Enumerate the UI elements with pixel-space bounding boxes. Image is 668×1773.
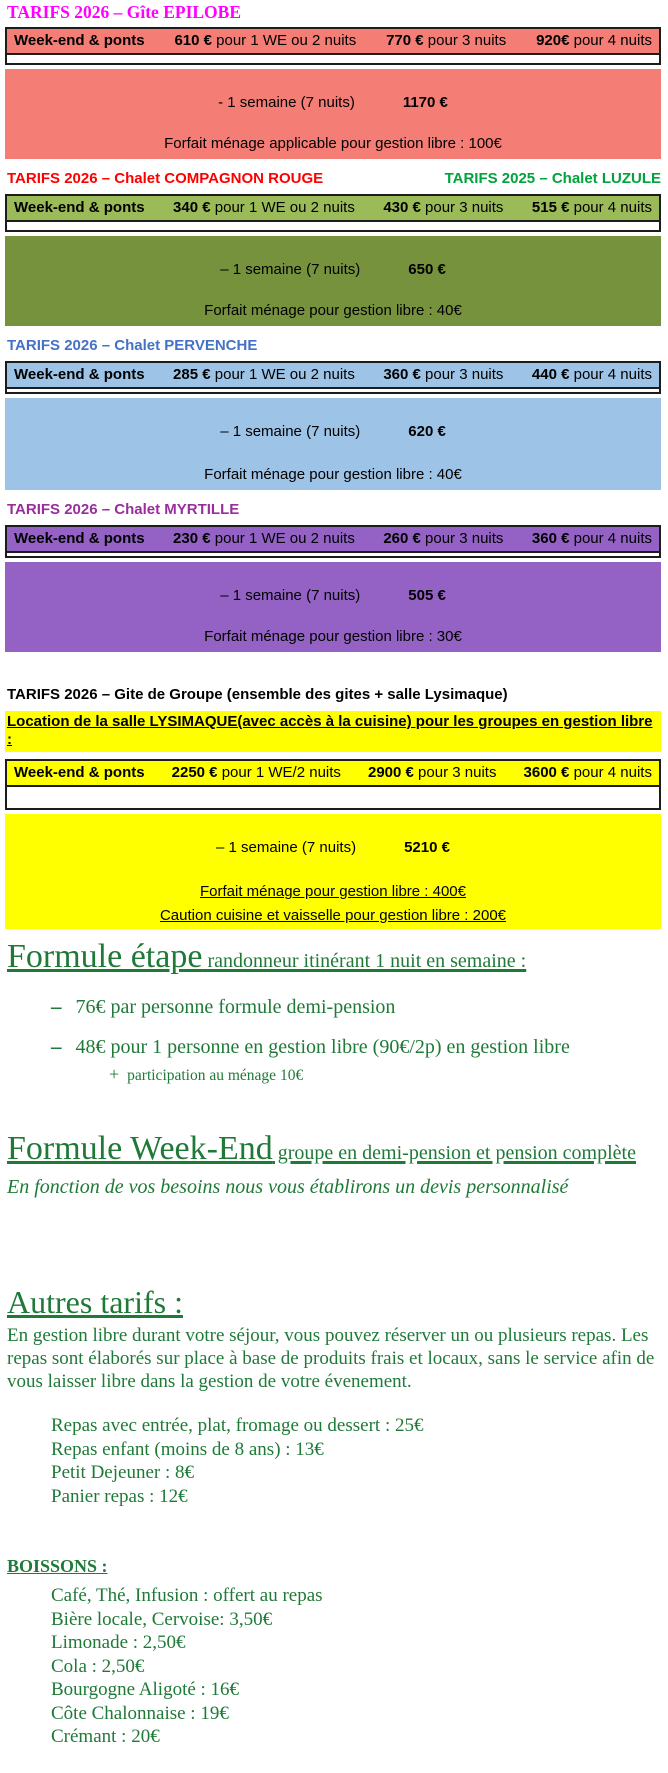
groupe-table-header-box — [5, 759, 661, 810]
menage-line: Forfait ménage pour gestion libre : 30€ — [204, 628, 462, 645]
list-item: Repas avec entrée, plat, fromage ou dessert : 25€ — [51, 1415, 424, 1436]
myrtille-title: TARIFS 2026 – Chalet MYRTILLE — [7, 501, 240, 518]
myrtille-header-row — [7, 527, 659, 553]
price-col-3: 515 € pour 4 nuits — [531, 199, 652, 216]
boissons-price-list — [51, 1584, 661, 1749]
epilobe-table-header-box — [5, 27, 661, 65]
weekend-ponts-label: Week-end & ponts — [14, 199, 145, 216]
weekend-ponts-label: Week-end & ponts — [14, 530, 145, 547]
autres-tarifs-heading: Autres tarifs : — [7, 1284, 183, 1320]
list-item: Côte Chalonnaise : 19€ — [51, 1702, 229, 1724]
section-chalet-compagnon-rouge — [5, 170, 661, 326]
myrtille-table-body — [5, 562, 661, 652]
gite-epilobe-title: TARIFS 2026 – Gîte EPILOBE — [7, 2, 242, 22]
caution-line: Caution cuisine et vaisselle pour gestion libre : 200€ — [159, 907, 507, 924]
price-col-2: 430 € pour 3 nuits — [383, 199, 504, 216]
compagnon-table-body — [5, 236, 661, 326]
pervenche-table-body — [5, 398, 661, 490]
section-gite-epilobe — [5, 3, 661, 159]
list-item: Petit Dejeuner : 8€ — [51, 1462, 194, 1483]
price-col-2: 260 € pour 3 nuits — [383, 530, 504, 547]
price-col-2: 2900 € pour 3 nuits — [368, 764, 497, 781]
section-chalet-myrtille — [5, 501, 661, 652]
menage-line: Forfait ménage pour gestion libre : 40€ — [204, 302, 462, 319]
compagnon-header-row — [7, 196, 659, 222]
menage-line: Forfait ménage pour gestion libre : 40€ — [204, 466, 462, 483]
week-price-line: – 1 semaine (7 nuits) 505 € — [220, 587, 446, 604]
epilobe-header-row — [7, 29, 659, 55]
price-col-3: 920€ pour 4 nuits — [536, 32, 652, 49]
dash-icon: – — [51, 994, 62, 1018]
section-chalet-pervenche — [5, 337, 661, 490]
list-item: Cola : 2,50€ — [51, 1655, 145, 1677]
week-price-line: - 1 semaine (7 nuits) 1170 € — [218, 94, 448, 111]
myrtille-table-header-box — [5, 525, 661, 558]
price-col-3: 3600 € pour 4 nuits — [523, 764, 652, 781]
price-col-1: 285 € pour 1 WE ou 2 nuits — [173, 366, 355, 383]
groupe-table-body — [5, 814, 661, 929]
menage-line: Forfait ménage applicable pour gestion libre : 100€ — [164, 135, 502, 152]
pervenche-table-header-box — [5, 361, 661, 394]
week-price-line: – 1 semaine (7 nuits) 5210 € — [216, 839, 450, 856]
list-item: Repas enfant (moins de 8 ans) : 13€ — [51, 1438, 324, 1460]
price-col-3: 440 € pour 4 nuits — [531, 366, 652, 383]
compagnon-rouge-title: TARIFS 2026 – Chalet COMPAGNON ROUGE — [7, 170, 324, 187]
dual-chalet-title — [7, 170, 661, 188]
luzule-title: TARIFS 2025 – Chalet LUZULE — [444, 170, 661, 187]
list-item: Bière locale, Cervoise: 3,50€ — [51, 1608, 273, 1630]
list-item: Bourgogne Aligoté : 16€ — [51, 1679, 240, 1700]
bullet-gestion-libre: – 48€ pour 1 personne en gestion libre (90€/2p) en gestion libre — [51, 1034, 570, 1058]
price-col-2: 360 € pour 3 nuits — [383, 366, 504, 383]
bullet-demi-pension: – 76€ par personne formule demi-pension — [51, 994, 396, 1018]
pervenche-header-row — [7, 363, 659, 389]
list-item: Crémant : 20€ — [51, 1726, 160, 1747]
formule-weekend-heading: Formule Week-End groupe en demi-pension et pension complète — [7, 1130, 636, 1167]
price-col-1: 340 € pour 1 WE ou 2 nuits — [173, 199, 355, 216]
list-item: Café, Thé, Infusion : offert au repas — [51, 1585, 323, 1606]
section-gite-de-groupe — [5, 686, 661, 929]
plus-icon: + — [109, 1064, 120, 1084]
groupe-title: TARIFS 2026 – Gite de Groupe (ensemble des gites + salle Lysimaque) — [7, 686, 508, 703]
price-col-1: 610 € pour 1 WE ou 2 nuits — [174, 32, 357, 49]
repas-price-list — [51, 1414, 661, 1508]
weekend-ponts-label: Week-end & ponts — [14, 32, 145, 49]
compagnon-table-header-box — [5, 194, 661, 232]
price-col-2: 770 € pour 3 nuits — [386, 32, 507, 49]
price-col-1: 2250 € pour 1 WE/2 nuits — [171, 764, 341, 781]
formule-etape-heading: Formule étape randonneur itinérant 1 nuit en semaine : — [7, 938, 527, 975]
list-item: Limonade : 2,50€ — [51, 1632, 186, 1653]
weekend-ponts-label: Week-end & ponts — [14, 764, 145, 781]
weekend-ponts-label: Week-end & ponts — [14, 366, 145, 383]
groupe-header-row — [7, 761, 659, 787]
devis-personnalise-line: En fonction de vos besoins nous vous établirons un devis personnalisé — [7, 1176, 569, 1198]
week-price-line: – 1 semaine (7 nuits) 620 € — [220, 423, 446, 440]
lysimaque-highlight-line: Location de la salle LYSIMAQUE(avec accès à la cuisine) pour les groupes en gestion libre : — [5, 711, 661, 752]
menage-line: Forfait ménage pour gestion libre : 400€ — [200, 883, 466, 900]
boissons-heading: BOISSONS : — [7, 1556, 108, 1576]
pervenche-title: TARIFS 2026 – Chalet PERVENCHE — [7, 337, 258, 354]
green-text-sections — [5, 939, 661, 1749]
repas-intro-paragraph: En gestion libre durant votre séjour, vous pouvez réserver un ou plusieurs repas. Les repas sont élaborés sur place à base de produits frais et locaux, sans le service afin de vous laisser libre dans la gestion de votre évenement. — [7, 1325, 655, 1392]
epilobe-table-body — [5, 69, 661, 159]
price-col-1: 230 € pour 1 WE ou 2 nuits — [173, 530, 355, 547]
price-col-3: 360 € pour 4 nuits — [531, 530, 652, 547]
dash-icon: – — [51, 1034, 62, 1058]
sub-bullet-menage: + participation au ménage 10€ — [109, 1064, 304, 1084]
list-item: Panier repas : 12€ — [51, 1485, 188, 1507]
week-price-line: – 1 semaine (7 nuits) 650 € — [220, 261, 446, 278]
